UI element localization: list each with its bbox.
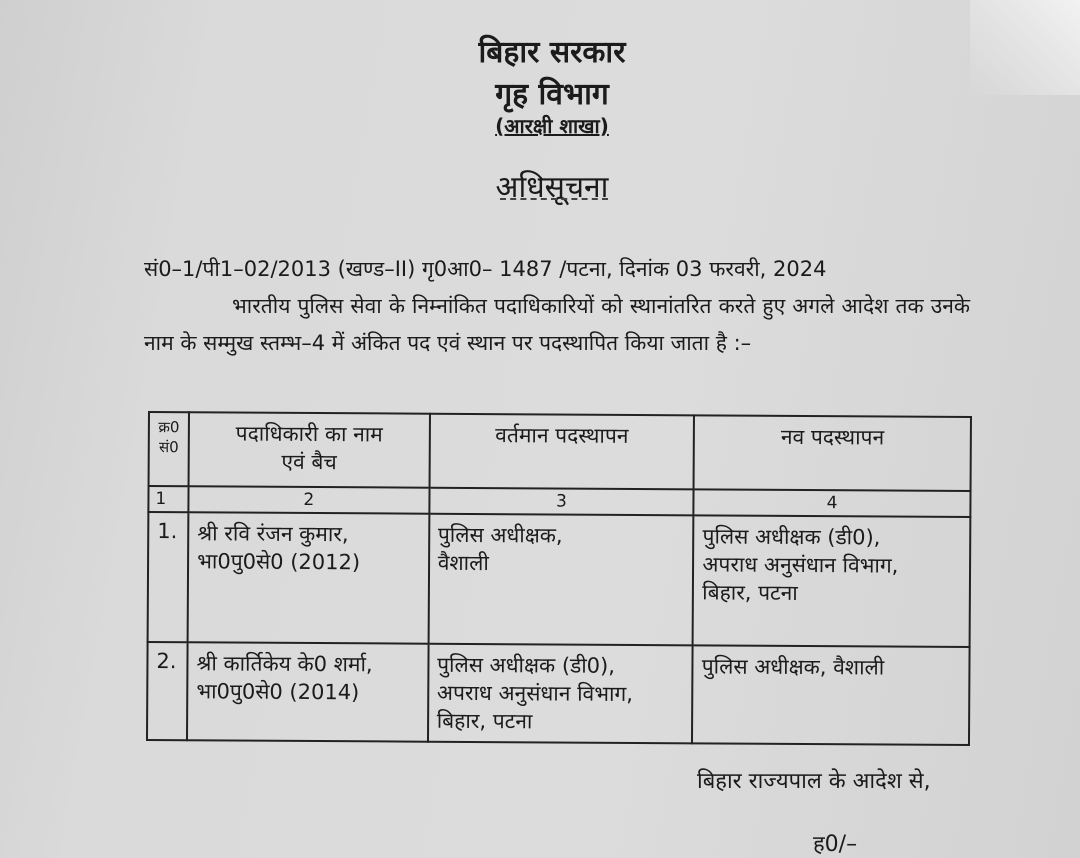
officer-name-cell	[187, 642, 428, 741]
current-posting-cell	[428, 644, 693, 744]
officer-name: श्री रवि रंजन कुमार,	[197, 521, 349, 547]
new-posting-cell	[693, 515, 970, 647]
new-posting-cell	[692, 645, 969, 745]
officer-name-cell	[188, 512, 429, 643]
header-serial	[149, 412, 190, 486]
new-posting-line: बिहार, पटना	[702, 580, 798, 605]
column-number: 1	[148, 486, 188, 512]
header-officer-name	[189, 412, 430, 487]
department-name: गृह विभाग	[495, 77, 609, 112]
current-posting-line: अपराध अनुसंधान विभाग,	[436, 680, 634, 706]
branch-name: (आरक्षी शाखा)	[495, 114, 609, 138]
table-row	[148, 512, 971, 647]
title-underline	[500, 198, 608, 200]
header-current-posting: वर्तमान पदस्थापन	[429, 414, 694, 490]
governor-order-line: बिहार राज्यपाल के आदेश से,	[697, 769, 931, 794]
notification-body	[144, 288, 970, 362]
current-posting-line: पुलिस अधीक्षक (डी0),	[437, 652, 616, 678]
header-serial-line2: सं0	[158, 438, 179, 457]
column-number: 3	[429, 488, 694, 516]
current-posting-line: वैशाली	[437, 550, 489, 576]
reference-number: सं0–1/पी1–02/2013 (खण्ड–II) गृ0आ0– 1487 /पटना, दिनांक 03 फरवरी, 2024	[144, 257, 827, 281]
header-serial-line1: क्र0	[158, 418, 180, 437]
officer-batch: भा0पु0से0 (2014)	[196, 679, 360, 705]
serial-number: 1.	[148, 512, 189, 642]
column-number: 4	[694, 489, 971, 517]
transfer-table	[146, 411, 972, 746]
officer-batch: भा0पु0से0 (2012)	[197, 549, 361, 575]
government-name: बिहार सरकार	[478, 35, 626, 70]
current-posting-cell	[428, 514, 693, 646]
officer-name: श्री कार्तिकेय के0 शर्मा,	[196, 651, 373, 677]
current-posting-line: पुलिस अधीक्षक,	[437, 522, 563, 548]
table-header-row	[149, 412, 971, 491]
table-row	[147, 642, 970, 745]
notification-title: अधिसूचना	[495, 170, 609, 205]
current-posting-line: बिहार, पटना	[436, 708, 533, 734]
new-posting-line: अपराध अनुसंधान विभाग,	[702, 552, 899, 578]
column-number: 2	[188, 486, 429, 513]
header-name-line2: एवं बैच	[281, 449, 337, 475]
new-posting-line: पुलिस अधीक्षक (डी0),	[702, 524, 881, 550]
new-posting-line: पुलिस अधीक्षक, वैशाली	[701, 654, 885, 680]
signature-mark: ह0/–	[813, 832, 858, 857]
body-text: भारतीय पुलिस सेवा के निम्नांकित पदाधिकारियों को स्थानांतरित करते हुए अगले आदेश तक उनके नाम के सम्मुख स्तम्भ–4 में अंकित पद एवं स्थान पर पदस्थापित किया जाता है :–	[144, 294, 970, 355]
header-new-posting: नव पदस्थापन	[694, 415, 971, 491]
header-name-line1: पदाधिकारी का नाम	[235, 421, 383, 447]
serial-number: 2.	[147, 642, 188, 740]
